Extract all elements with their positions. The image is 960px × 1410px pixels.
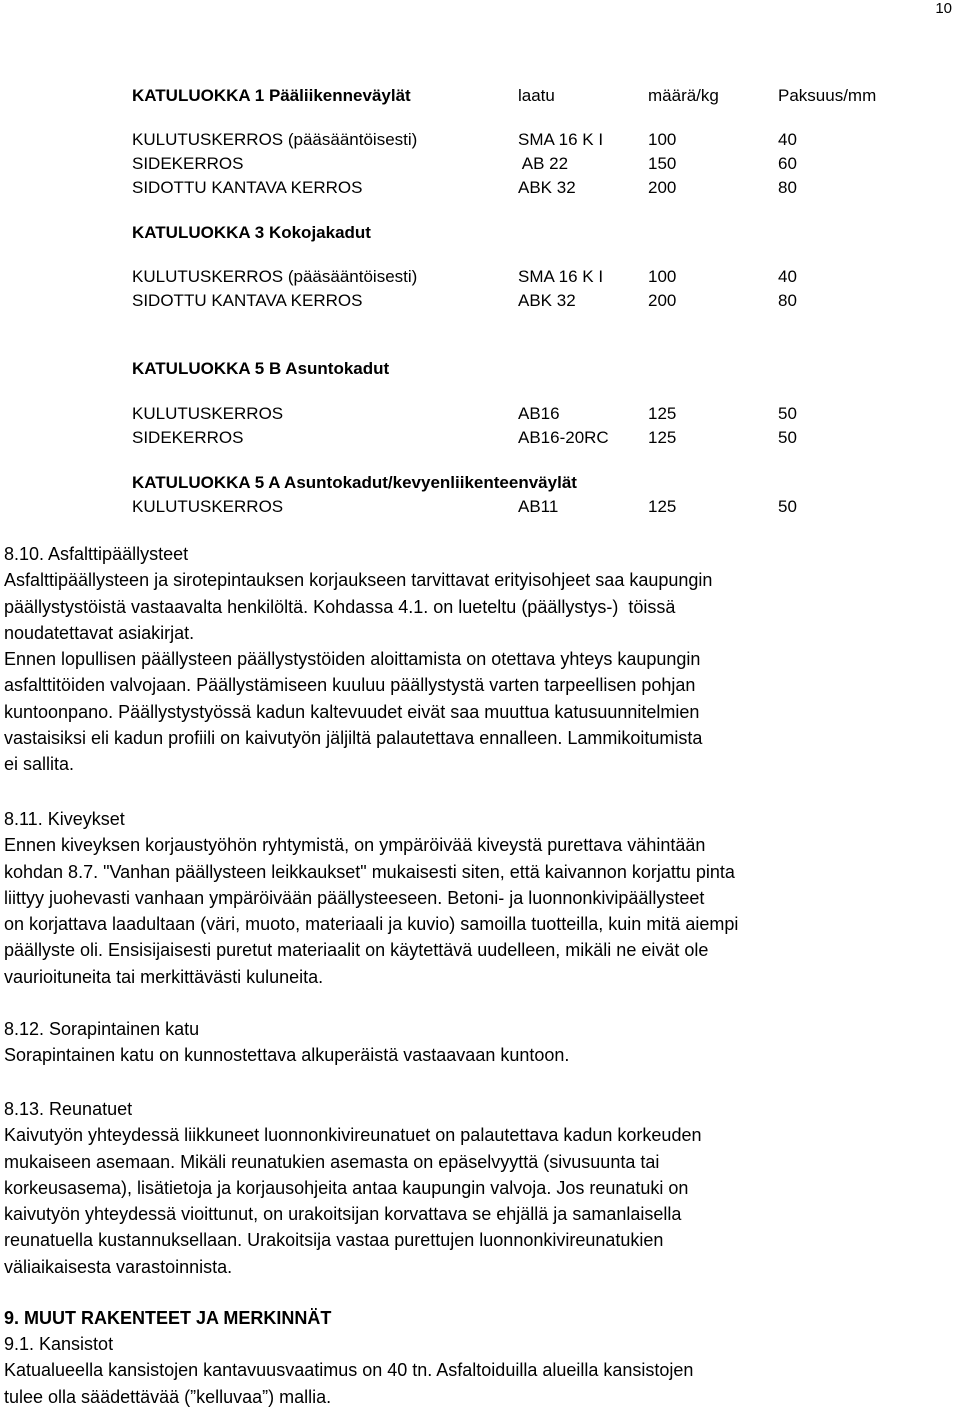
layer-name: KULUTUSKERROS (pääsääntöisesti) — [132, 130, 418, 149]
section-asphalt — [4, 541, 904, 778]
paragraph-line: kohdan 8.7. "Vanhan päällysteen leikkaukset" mukaisesti siten, että kaivannon korjattu pinta — [4, 861, 735, 882]
paragraph-line: vastaisiksi eli kadun profiili on kaivutyön jäljiltä palautettava ennalleen. Lammikoitumista — [4, 728, 703, 749]
paragraph-line: kaivutyön yhteydessä vioittunut, on urakoitsijan korvattava se ehjällä ja samanlaisella — [4, 1204, 682, 1225]
paragraph-line: Asfalttipäällysteen ja sirotepintauksen korjaukseen tarvittavat erityisohjeet saa kaupungin — [4, 570, 713, 591]
layer-quality: AB16 — [518, 404, 560, 423]
section-paving — [4, 806, 904, 990]
header-quality: laatu — [518, 86, 555, 105]
layer-name: KULUTUSKERROS (pääsääntöisesti) — [132, 267, 418, 286]
section-heading: 8.11. Kiveykset — [4, 809, 125, 829]
layer-amount: 200 — [648, 291, 677, 310]
paragraph-line: mukaiseen asemaan. Mikäli reunatukien asemasta on epäselvyyttä (sivusuunta tai — [4, 1151, 660, 1172]
layer-quality: SMA 16 K I — [518, 130, 604, 149]
layer-amount: 125 — [648, 404, 677, 423]
paragraph-line: Kaivutyön yhteydessä liikkuneet luonnonkivireunatuet on palautettava kadun korkeuden — [4, 1125, 702, 1146]
header-amount: määrä/kg — [648, 86, 719, 105]
layer-quality: AB 22 — [518, 154, 569, 173]
layer-thickness: 50 — [778, 497, 797, 516]
layer-amount: 125 — [648, 497, 677, 516]
paragraph-line: tulee olla säädettävää (”kelluvaa”) mallia. — [4, 1386, 332, 1407]
layer-quality: ABK 32 — [518, 178, 576, 197]
header-street-class: KATULUOKKA 1 Pääliikenneväylät — [132, 86, 411, 105]
paragraph-line: kuntoonpano. Päällystystyössä kadun kaltevuudet eivät saa muuttua katusuunnitelmien — [4, 701, 700, 722]
layer-thickness: 50 — [778, 428, 797, 447]
paragraph-line: asfalttitöiden valvojaan. Päällystämiseen kuuluu päällystystä varten tarpeellisen pohjan — [4, 675, 696, 696]
paragraph-line: päällystystöistä vastaavalta henkilöltä. Kohdassa 4.1. on lueteltu (päällystys-) töissä — [4, 596, 676, 617]
page-number: 10 — [935, 0, 952, 17]
paragraph-line: liittyy juohevasti vanhaan ympäröivään päällysteeseen. Betoni- ja luonnonkivipäällysteet — [4, 887, 705, 908]
layer-thickness: 80 — [778, 291, 797, 310]
layer-name: SIDOTTU KANTAVA KERROS — [132, 291, 363, 310]
layer-amount: 200 — [648, 178, 677, 197]
class3-title-text: KATULUOKKA 3 Kokojakadut — [132, 223, 371, 242]
section-gravel-street — [4, 1016, 904, 1069]
paragraph-line: vaurioituneita tai merkittävästi kuluneita. — [4, 966, 324, 987]
paragraph-line: Ennen lopullisen päällysteen päällystystöiden aloittamista on otettava yhteys kaupungin — [4, 649, 701, 670]
layer-name: SIDOTTU KANTAVA KERROS — [132, 178, 363, 197]
layer-thickness: 40 — [778, 267, 797, 286]
paragraph-line: päällyste oli. Ensisijaisesti puretut materiaalit on käytettävä uudelleen, mikäli ne eivät ole — [4, 940, 709, 961]
layer-quality: ABK 32 — [518, 291, 576, 310]
paragraph-line: ei sallita. — [4, 754, 75, 775]
layer-amount: 125 — [648, 428, 677, 447]
paragraph-line: reunatuella kustannuksellaan. Urakoitsija vastaa purettujen luonnonkivireunatukien — [4, 1230, 664, 1251]
class5b-title-text: KATULUOKKA 5 B Asuntokadut — [132, 359, 390, 378]
layer-name: KULUTUSKERROS — [132, 404, 284, 423]
section-curbs — [4, 1096, 904, 1280]
section-heading: 9.1. Kansistot — [4, 1334, 114, 1354]
layer-name: SIDEKERROS — [132, 428, 244, 447]
paragraph-line: korkeusasema), lisätietoja ja korjausohjeita antaa kaupungin valvoja. Jos reunatuki on — [4, 1177, 689, 1198]
layer-amount: 150 — [648, 154, 677, 173]
layer-thickness: 60 — [778, 154, 797, 173]
layer-quality: AB11 — [518, 497, 559, 516]
layer-name: SIDEKERROS — [132, 154, 244, 173]
header-thickness: Paksuus/mm — [778, 86, 877, 105]
layer-quality: AB16-20RC — [518, 428, 609, 447]
section-heading: 8.10. Asfalttipäällysteet — [4, 544, 189, 564]
paragraph-line: Katualueella kansistojen kantavuusvaatimus on 40 tn. Asfaltoiduilla alueilla kansistojen — [4, 1360, 694, 1381]
paragraph-line: Ennen kiveyksen korjaustyöhön ryhtymistä, on ympäröivää kiveystä purettava vähintään — [4, 835, 706, 856]
class5a-title-text: KATULUOKKA 5 A Asuntokadut/kevyenliikenteenväylät — [132, 473, 577, 492]
layer-quality: SMA 16 K I — [518, 267, 604, 286]
paragraph-line: väliaikaisesta varastoinnista. — [4, 1256, 233, 1277]
section-manholes — [4, 1331, 904, 1410]
layer-thickness: 40 — [778, 130, 797, 149]
paragraph-line: Sorapintainen katu on kunnostettava alkuperäistä vastaavaan kuntoon. — [4, 1045, 570, 1066]
section-heading: 8.12. Sorapintainen katu — [4, 1019, 200, 1039]
layer-amount: 100 — [648, 267, 677, 286]
section-heading: 8.13. Reunatuet — [4, 1099, 133, 1119]
paragraph-line: noudatettavat asiakirjat. — [4, 622, 195, 643]
paragraph-line: on korjattava laadultaan (väri, muoto, materiaali ja kuvio) samoilla tuotteilla, kuin mitä aiempi — [4, 914, 739, 935]
layer-name: KULUTUSKERROS — [132, 497, 284, 516]
layer-thickness: 80 — [778, 178, 797, 197]
chapter-heading: 9. MUUT RAKENTEET JA MERKINNÄT — [4, 1308, 332, 1328]
layer-amount: 100 — [648, 130, 677, 149]
layer-thickness: 50 — [778, 404, 797, 423]
